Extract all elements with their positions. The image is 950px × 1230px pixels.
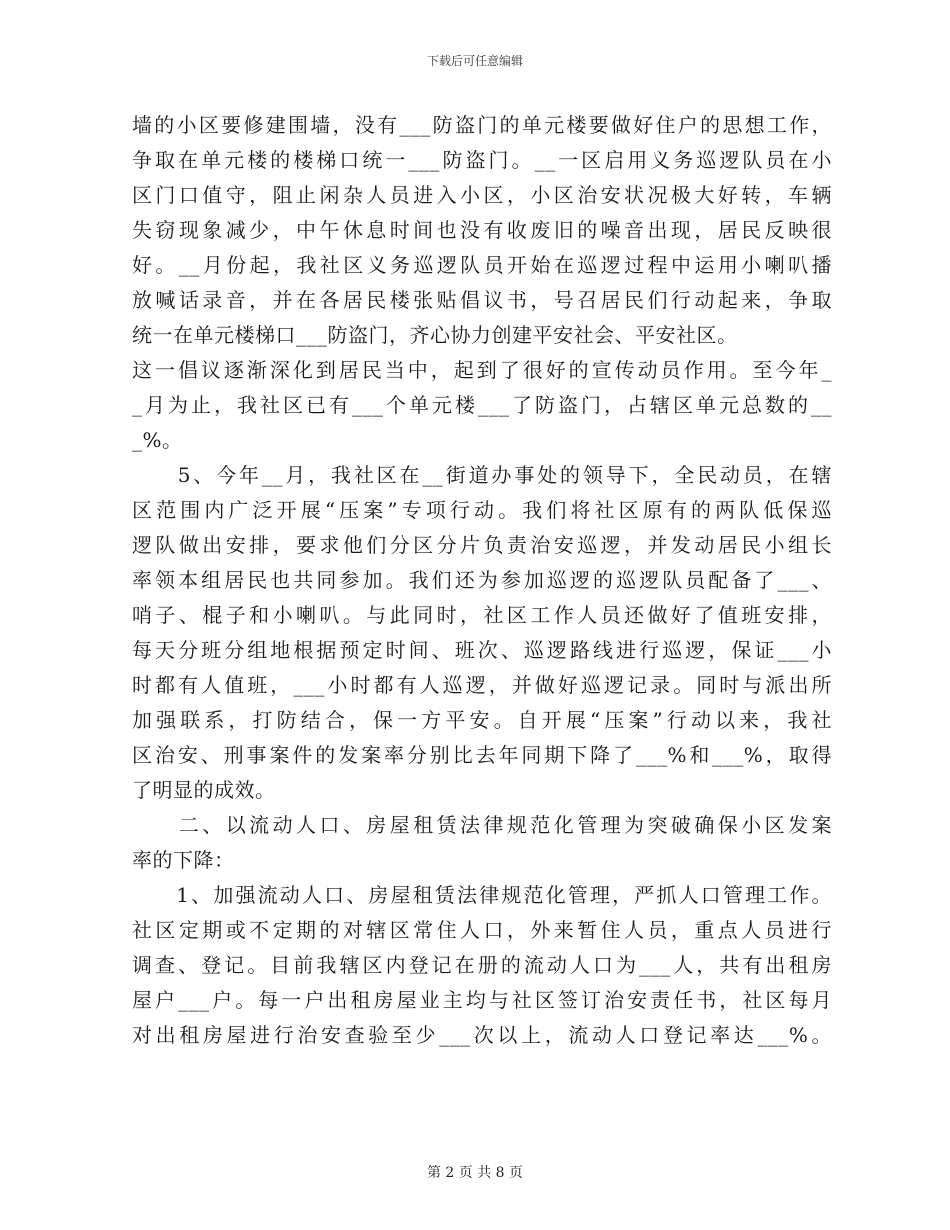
page-header: 下载后可任意编辑 — [426, 54, 523, 68]
document-body — [132, 108, 832, 1053]
text-line: 争取在单元楼的楼梯口统一___防盗门。__一区启用义务巡逻队员在小 — [132, 148, 832, 172]
text-line: 区治安、刑事案件的发案率分别比去年同期下降了___%和___%，取得 — [132, 743, 832, 767]
text-line: 率领本组居民也共同参加。我们还为参加巡逻的巡逻队员配备了___、 — [132, 568, 832, 592]
text-line: 好。__月份起，我社区义务巡逻队员开始在巡逻过程中运用小喇叭播 — [132, 253, 832, 277]
text-line: 了明显的成效。 — [132, 778, 276, 802]
text-line: 率的下降： — [132, 848, 235, 872]
text-line: 区范围内广泛开展“压案”专项行动。我们将社区原有的两队低保巡 — [132, 498, 832, 522]
text-line: 时都有人值班，___小时都有人巡逻，并做好巡逻记录。同时与派出所 — [132, 673, 832, 697]
text-line: 加强联系，打防结合，保一方平安。自开展“压案”行动以来，我社 — [132, 708, 832, 732]
text-line: 对出租房屋进行治安查验至少___次以上，流动人口登记率达___%。 — [132, 1023, 832, 1047]
text-line: 逻队做出安排，要求他们分区分片负责治安巡逻，并发动居民小组长 — [132, 533, 832, 557]
text-line: 墙的小区要修建围墙，没有___防盗门的单元楼要做好住户的思想工作， — [132, 113, 832, 137]
text-line: _%。 — [132, 428, 183, 452]
text-line: 二、以流动人口、房屋租赁法律规范化管理为突破确保小区发案 — [132, 813, 832, 837]
page-footer: 第 2 页 共 8 页 — [426, 1165, 524, 1181]
text-line: 5、今年__月，我社区在__街道办事处的领导下，全民动员，在辖 — [132, 463, 832, 487]
text-line: 失窃现象减少，中午休息时间也没有收废旧的噪音出现，居民反映很 — [132, 218, 832, 242]
text-line: 1、加强流动人口、房屋租赁法律规范化管理，严抓人口管理工作。 — [132, 883, 832, 907]
text-line: 每天分班分组地根据预定时间、班次、巡逻路线进行巡逻，保证___小 — [132, 638, 832, 662]
text-line: 调查、登记。目前我辖区内登记在册的流动人口为___人，共有出租房 — [132, 953, 832, 977]
text-line: _月为止，我社区已有___个单元楼___了防盗门，占辖区单元总数的__ — [132, 393, 832, 417]
text-line: 区门口值守，阻止闲杂人员进入小区，小区治安状况极大好转，车辆 — [132, 183, 832, 207]
text-line: 放喊话录音，并在各居民楼张贴倡议书，号召居民们行动起来，争取 — [132, 288, 832, 312]
text-line: 这一倡议逐渐深化到居民当中，起到了很好的宣传动员作用。至今年_ — [132, 358, 832, 382]
text-line: 统一在单元楼梯口___防盗门，齐心协力创建平安社会、平安社区。 — [132, 323, 738, 347]
text-line: 社区定期或不定期的对辖区常住人口，外来暂住人员，重点人员进行 — [132, 918, 832, 942]
text-line: 哨子、棍子和小喇叭。与此同时，社区工作人员还做好了值班安排， — [132, 603, 832, 627]
text-line: 屋户___户。每一户出租房屋业主均与社区签订治安责任书，社区每月 — [132, 988, 832, 1012]
